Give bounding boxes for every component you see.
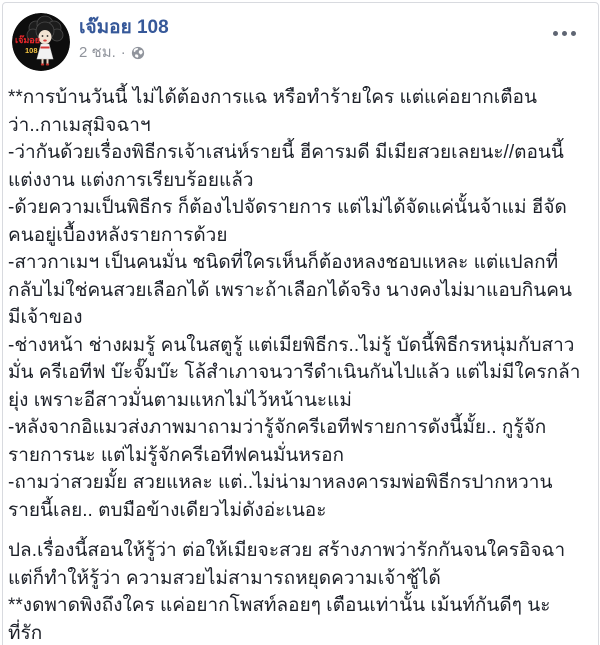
post-header-text [79,13,169,63]
page-name-link[interactable]: เจ๊มอย 108 [79,17,169,38]
globe-public-icon [131,46,145,60]
post-text-line: แต่ก็ทำให้รู้ว่า ความสวยไม่สามารถหยุดความเจ้าชู้ได้ [8,567,441,589]
post-text-line: **การบ้านวันนี้ ไม่ได้ต้องการแฉ หรือทำร้ายใคร แต่แค่อยากเตือน [8,87,537,108]
post-text-line: รายการนะ แต่ไม่รู้จักครีเอทีฟคนมั่นหรอก [8,444,345,466]
facebook-post-card [2,2,599,645]
post-text-line: **งดพาดพิงถึงใคร แค่อยากโพสท์ลอยๆ เตือนเท่านั้น เม้นท์กันดีๆ นะ [8,595,551,616]
post-paragraph-gap [8,524,584,537]
more-dot-icon [562,31,567,36]
post-text-line: -ถามว่าสวยมั้ย สวยแหละ แต่..ไม่น่ามาหลงคารมพ่อพิธีกรปากหวาน [8,472,553,493]
post-text-line: -ว่ากันด้วยเรื่องพิธีกรเจ้าเสน่ห์รายนี้ ฮีคารมดี มีเมียสวยเลยนะ//ตอนนี้ [8,142,564,163]
avatar-cartoon-image [12,13,70,71]
post-body-text [3,84,598,645]
post-text-line: มีเจ้าของ [8,307,83,328]
post-text-line: ว่า..กาเมสุมิจฉาฯ [8,114,151,136]
more-dot-icon [553,31,558,36]
post-timestamp[interactable]: 2 ชม. [79,44,116,61]
post-text-line: แต่งงาน แต่งการเรียบร้อยแล้ว [8,169,254,191]
post-text-line: ยุ่ง เพราะอีสาวมั่นตามแหกไม่ไว้หน้านะแม่ [8,389,352,411]
avatar-number-text: 108 [25,46,38,55]
page-avatar[interactable] [12,13,70,71]
post-text-line: คนอยู่เบื้องหลังรายการด้วย [8,224,228,246]
avatar-label-text: เจ๊มอย [15,35,40,45]
meta-separator: · [120,44,126,61]
post-text-line: ปล.เรื่องนี้สอนให้รู้ว่า ต่อให้เมียจะสวย สร้างภาพว่ารักกันจนใครอิจฉา [8,540,566,561]
post-text-line: มั่น ครีเอทีฟ บ๊ะจั๊มบ๊ะ โล้สำเภาจนวารีดำเนินกันไปแล้ว แต่ไม่มีใครกล้า [8,362,581,383]
post-text-line: -ช่างหน้า ช่างผมรู้ คนในสตูรู้ แต่เมียพิธีกร..ไม่รู้ บัดนี้พิธีกรหนุ่มกับสาว [8,334,575,356]
post-text-line: -สาวกาเมฯ เป็นคนมั่น ชนิดที่ใครเห็นก็ต้องหลงชอบแหละ แต่แปลกที่ [8,252,559,273]
post-header [3,3,598,71]
post-meta-row [79,43,169,63]
post-text-line: -หลังจากอิแมวส่งภาพมาถามว่ารู้จักครีเอทีฟรายการดังนี้มั้ย.. กูรู้จัก [8,417,547,438]
post-text-line: -ด้วยความเป็นพิธีกร ก็ต้องไปจัดรายการ แต่ไม่ได้จัดแค่นั้นจ้าแม่ ฮีจัด [8,197,567,218]
more-dot-icon [571,31,576,36]
more-options-button[interactable] [549,27,580,40]
post-text-line: ที่รัก [8,622,43,644]
post-text-line: กลับไม่ใช่คนสวยเลือกได้ เพราะถ้าเลือกได้จริง นางคงไม่มาแอบกินคน [8,279,572,301]
post-text-line: รายนี้เลย.. ตบมือข้างเดียวไม่ดังอ่ะเนอะ [8,499,327,521]
